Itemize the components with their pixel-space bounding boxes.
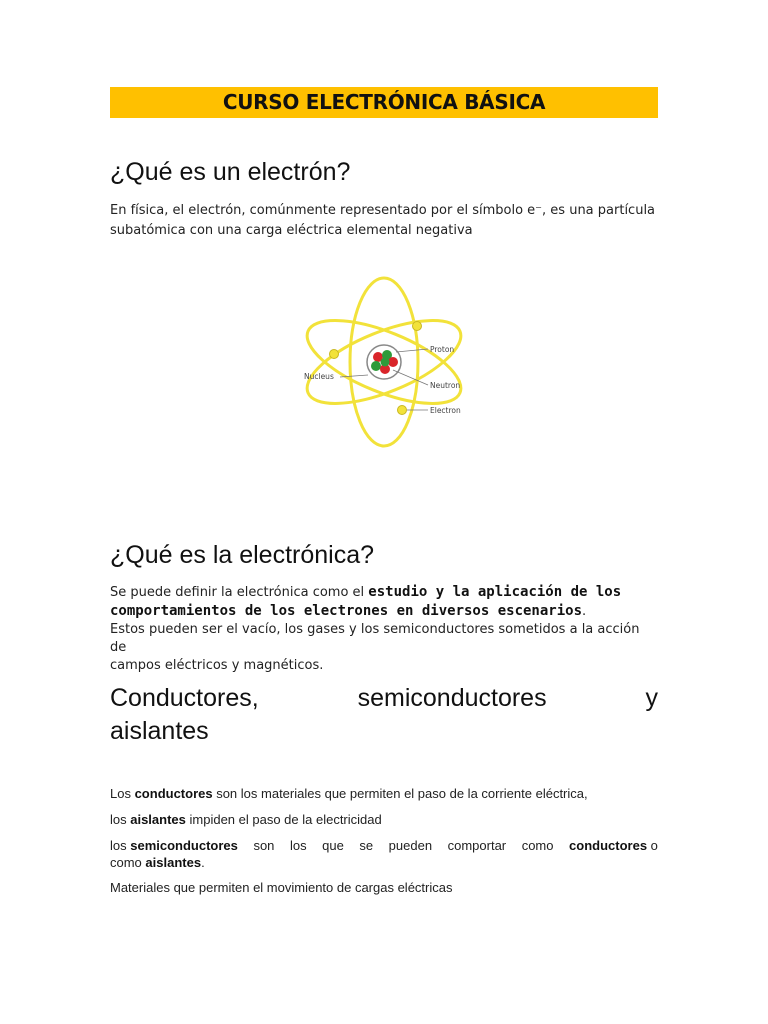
emphasis-text: comportamientos de los electrones en diversos escenarios — [110, 603, 583, 619]
paragraph-electronica-definition — [110, 583, 658, 675]
heading-word: semiconductores — [357, 684, 547, 712]
word: pueden — [388, 838, 433, 853]
word: se — [359, 838, 374, 853]
bold-term: aislantes — [130, 812, 186, 827]
label-neutron: Neutron — [430, 381, 461, 390]
heading-conductores — [110, 682, 658, 748]
paragraph-electron-definition — [110, 201, 658, 241]
electron-dot — [398, 406, 407, 415]
paragraph-line: Estos pueden ser el vacío, los gases y los semiconductores sometidos a la acción de — [110, 622, 640, 655]
electron-dot — [330, 350, 339, 359]
proton-pointer — [396, 349, 428, 352]
word: que — [322, 838, 344, 853]
period-text: . — [582, 604, 587, 619]
text-run: impiden el paso de la electricidad — [185, 812, 382, 827]
heading-que-es-electron: ¿Qué es un electrón? — [110, 158, 351, 186]
neutron-particle — [381, 358, 390, 367]
heading-word: y — [645, 684, 658, 712]
paragraph-aislantes — [110, 811, 658, 828]
heading-line: aislantes — [110, 717, 209, 745]
paragraph-line — [110, 583, 658, 602]
document-title: CURSO ELECTRÓNICA BÁSICA — [110, 87, 658, 118]
neutron-particle — [371, 361, 381, 371]
text-run: son los materiales que permiten el paso de la corriente eléctrica, — [212, 786, 588, 801]
atom-diagram — [296, 272, 476, 452]
label-nucleus: Nucleus — [304, 372, 334, 381]
paragraph-materiales: Materiales que permiten el movimiento de cargas eléctricas — [110, 880, 453, 895]
word: como — [521, 838, 554, 853]
word-group: conductores o — [569, 838, 658, 853]
electron-dot — [413, 322, 422, 331]
word: son — [253, 838, 275, 853]
word: comportar — [447, 838, 507, 853]
text-run: Los — [110, 786, 135, 801]
paragraph-line: como aislantes. — [110, 855, 205, 870]
paragraph-conductores — [110, 785, 658, 802]
word: los — [289, 838, 307, 853]
bold-term: aislantes — [145, 855, 202, 870]
heading-que-es-electronica: ¿Qué es la electrónica? — [110, 541, 375, 569]
emphasis-text: estudio y la aplicación de los — [368, 584, 622, 600]
paragraph-line: En física, el electrón, comúnmente representado por el símbolo e⁻, es una partícula — [110, 203, 656, 218]
bold-term: semiconductores — [130, 838, 238, 853]
paragraph-line — [110, 837, 658, 854]
paragraph-line: subatómica con una carga eléctrica elemental negativa — [110, 223, 473, 238]
paragraph-line: campos eléctricos y magnéticos. — [110, 658, 324, 673]
paragraph-semiconductores — [110, 837, 658, 871]
heading-line — [110, 682, 658, 715]
paragraph-line — [110, 602, 658, 621]
lead-text: Se puede definir la electrónica como el — [110, 585, 369, 600]
bold-term: conductores — [569, 838, 648, 853]
heading-word: Conductores, — [110, 684, 259, 712]
bold-term: conductores — [134, 786, 213, 801]
word-group: los semiconductores — [110, 838, 238, 853]
label-electron: Electron — [430, 406, 461, 415]
text-run: los — [110, 812, 131, 827]
label-proton: Proton — [430, 345, 455, 354]
